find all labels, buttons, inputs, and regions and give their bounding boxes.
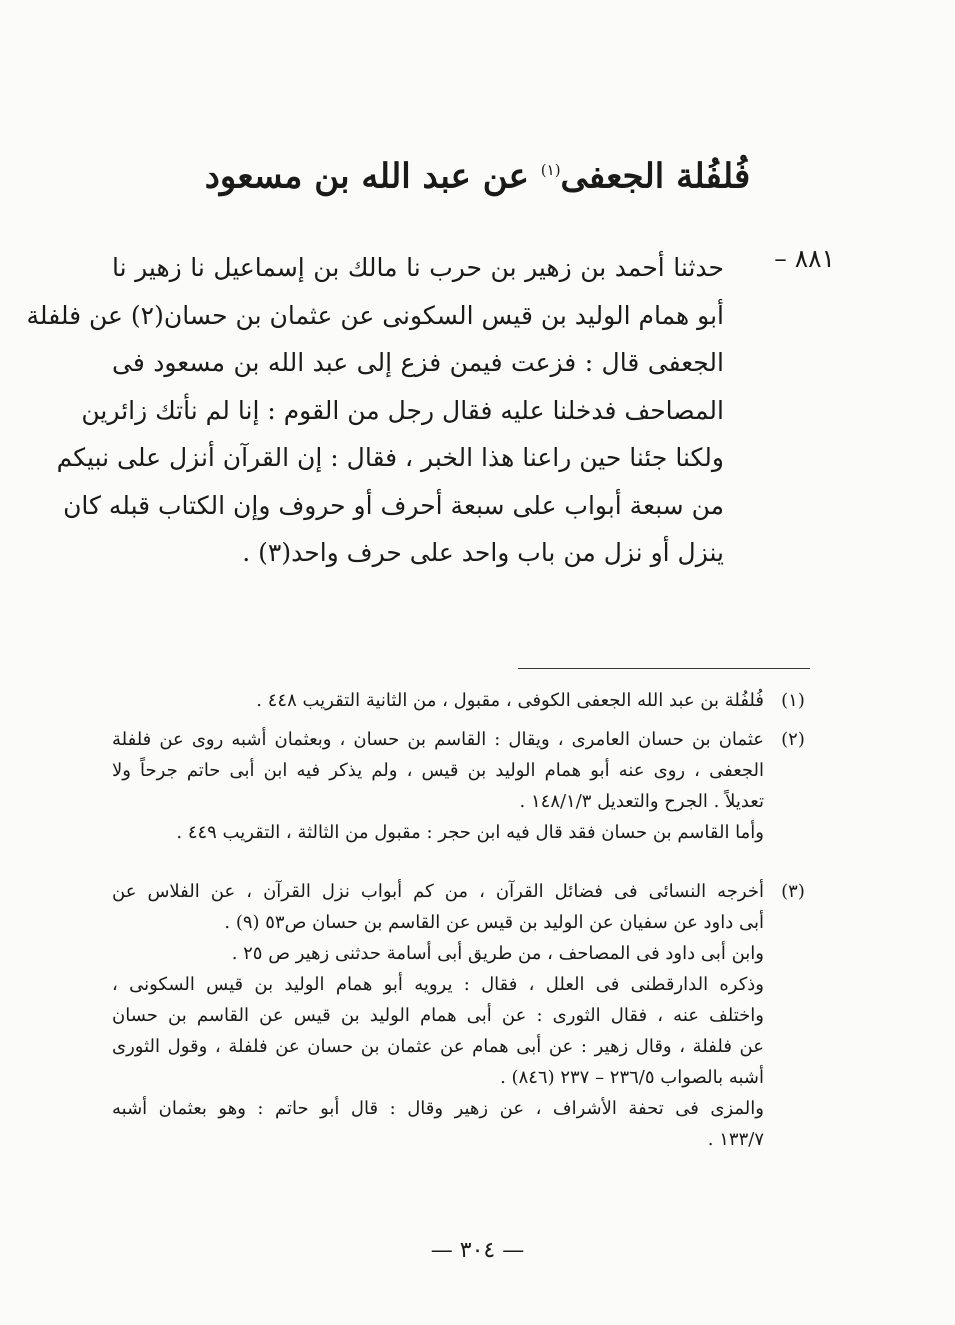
heading-text-end: عن عبد الله بن مسعود <box>204 156 541 197</box>
footnote-line: فُلفُلة بن عبد الله الجعفى الكوفى ، مقبول ، من الثانية التقريب ٤٤٨ . <box>256 690 764 711</box>
hadith-line: من سبعة أبواب على سبعة أحرف أو حروف وإن الكتاب قبله كان <box>63 490 724 520</box>
hadith-line: الجعفى قال : فزعت فيمن فزع إلى عبد الله بن مسعود فى <box>112 348 724 377</box>
footnote-line: واختلف عنه ، فقال الثورى : عن أبى همام الوليد بن قيس عن القاسم بن حسان <box>112 1005 764 1026</box>
heading-footnote-ref: (١) <box>540 161 561 179</box>
hadith-line: المصاحف فدخلنا عليه فقال رجل من القوم : إنا لم نأتك زائرين <box>81 395 724 425</box>
hadith-line: ينزل أو نزل من باب واحد على حرف واحد(٣) . <box>242 538 724 567</box>
footnote-line: وذكره الدارقطنى فى العلل ، فقال : يرويه أبو همام الوليد بن قيس السكونى ، <box>112 974 764 995</box>
footnote-line: عثمان بن حسان العامرى ، ويقال : القاسم بن حسان ، وبعثمان أشبه روى عن فلفلة <box>112 729 764 750</box>
footnote-line: عن فلفلة ، وقال زهير : عن أبى همام عن عثمان بن حسان عن فلفلة ، وقول الثورى <box>112 1036 764 1057</box>
hadith-line: ولكنا جئنا حين راعنا هذا الخبر ، فقال : إن القرآن أنزل على نبيكم <box>56 443 724 472</box>
footnote-number: (١) <box>781 690 805 711</box>
footnote-number: (٣) <box>781 881 805 902</box>
footnote-line: أبى داود عن سفيان عن الوليد بن قيس عن القاسم بن حسان ص٥٣ (٩) . <box>224 912 764 933</box>
footnote-line: أشبه بالصواب ٢٣٦/٥ – ٢٣٧ (٨٤٦) . <box>500 1067 764 1088</box>
footnote-line: وأما القاسم بن حسان فقد قال فيه ابن حجر : مقبول من الثالثة ، التقريب ٤٤٩ . <box>176 822 764 843</box>
hadith-text <box>26 244 724 577</box>
page-number: — ٣٠٤ — <box>430 1238 525 1263</box>
footnote-text <box>112 876 764 1155</box>
footnote-number: (٢) <box>781 729 805 750</box>
footnote-text <box>112 724 764 848</box>
footnote-line: الجعفى ، روى عنه أبو همام الوليد بن قيس ، ولم يذكر فيه ابن أبى حاتم جرحاً ولا <box>112 760 764 781</box>
footnote-separator <box>518 668 810 669</box>
hadith-number: ٨٨١ – <box>774 244 835 273</box>
footnote-line: ١٣٣/٧ . <box>707 1129 764 1150</box>
footnote-line: والمزى فى تحفة الأشراف ، عن زهير وقال : قال أبو حاتم : وهو بعثمان أشبه <box>112 1098 764 1119</box>
heading-text-start: فُلفُلة الجعفى <box>560 156 751 197</box>
hadith-line: أبو همام الوليد بن قيس السكونى عن عثمان بن حسان(٢) عن فلفلة <box>26 300 724 330</box>
footnote-line: أخرجه النسائى فى فضائل القرآن ، من كم أبواب نزل القرآن ، عن الفلاس عن <box>112 881 764 902</box>
footnote-line: وابن أبى داود فى المصاحف ، من طريق أبى أسامة حدثنى زهير ص ٢٥ . <box>231 943 764 964</box>
chapter-heading <box>0 140 955 206</box>
footnote-line: تعديلاً . الجرح والتعديل ١٤٨/١/٣ . <box>519 791 764 812</box>
footnote-text <box>112 685 764 716</box>
hadith-line: حدثنا أحمد بن زهير بن حرب نا مالك بن إسماعيل نا زهير نا <box>112 253 724 282</box>
